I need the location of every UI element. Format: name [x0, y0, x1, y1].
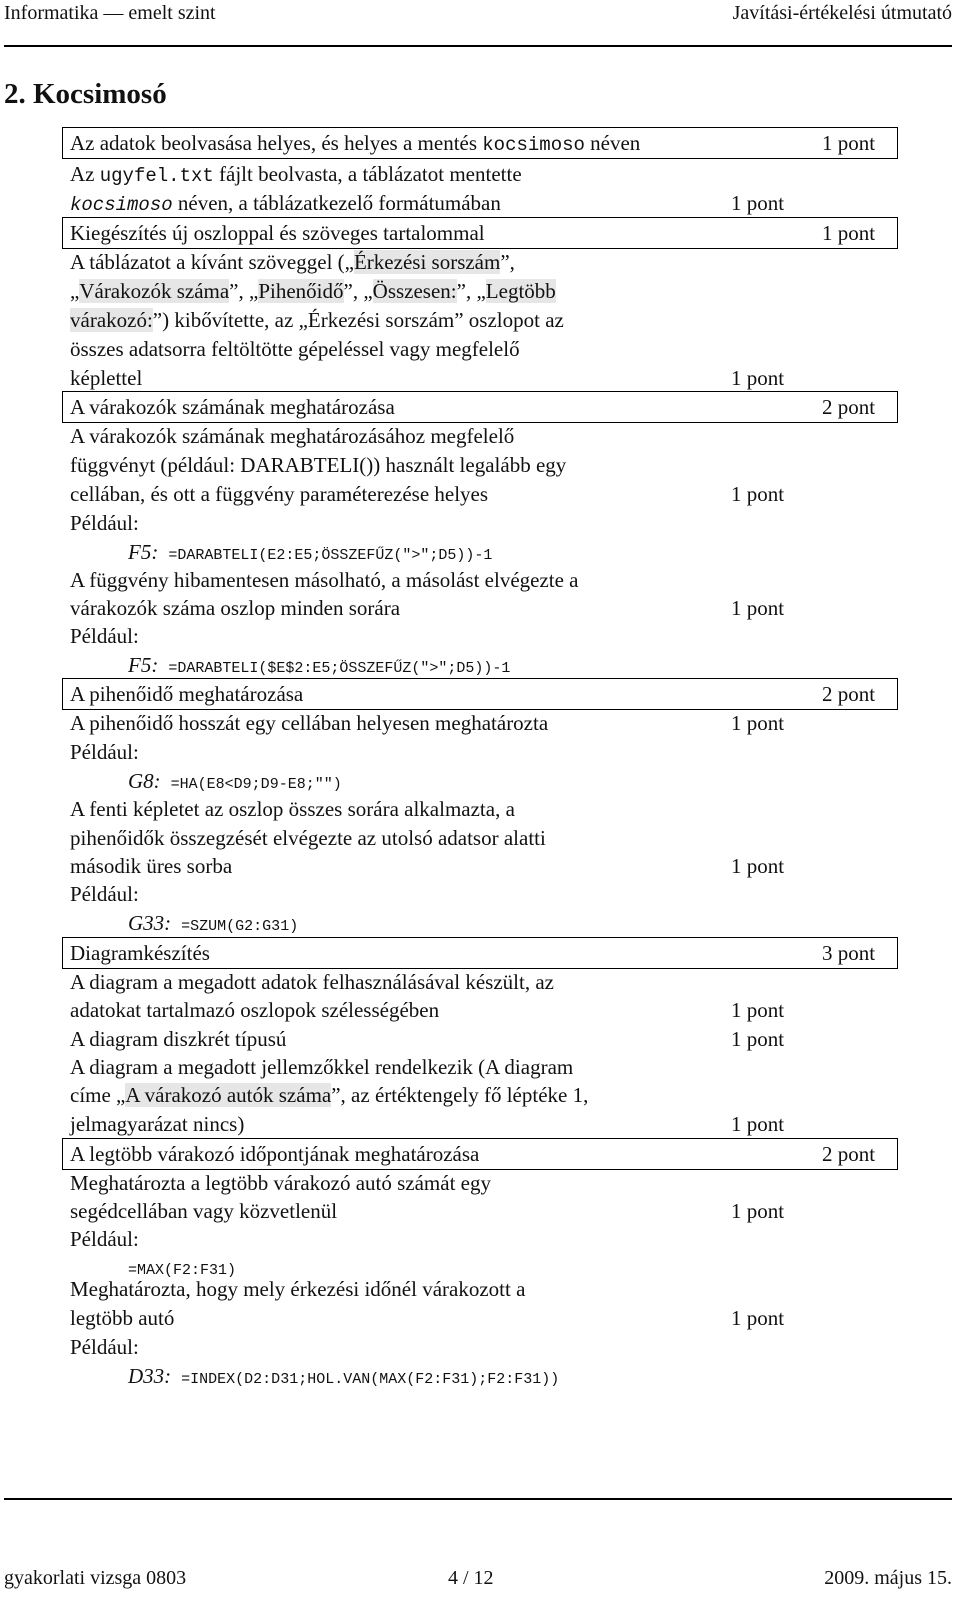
criterion-r9-line2: adatokat tartalmazó oszlopok szélességében: [70, 998, 440, 1022]
criterion-r5-line2: függvényt (például: DARABTELI()) használt legalább egy: [70, 453, 567, 477]
criterion-r11-line2: címe „A várakozó autók száma”, az értéktengely fő léptéke 1,: [70, 1083, 589, 1107]
points-r2: 1 pont: [731, 191, 785, 215]
criterion-r6-line1: A függvény hibamentesen másolható, a másolást elvégezte a: [70, 568, 579, 592]
points-r12: 1 pont: [731, 1199, 785, 1223]
criterion-r12-line2: segédcellában vagy közvetlenül: [70, 1199, 338, 1223]
criterion-r4-line5: képlettel: [70, 366, 143, 390]
example-label: Például:: [70, 1227, 139, 1251]
page-number: 4 / 12: [448, 1567, 494, 1589]
points-s3: 3 pont: [822, 941, 876, 965]
criterion-row-3: [62, 217, 898, 249]
criterion-r12-line1: Meghatározta a legtöbb várakozó autó számát egy: [70, 1171, 491, 1195]
points-r9: 1 pont: [731, 998, 785, 1022]
header-right: Javítási-értékelési útmutató: [732, 2, 952, 24]
criterion-r8-line1: A fenti képletet az oszlop összes sorára alkalmazta, a: [70, 797, 515, 821]
section-row-max: [62, 1138, 898, 1170]
criterion-r11-line1: A diagram a megadott jellemzőkkel rendelkezik (A diagram: [70, 1055, 574, 1079]
criterion-text: Az adatok beolvasása helyes, és helyes a mentés kocsimoso néven: [70, 131, 641, 156]
footer-date: 2009. május 15.: [824, 1567, 952, 1589]
points-s4: 2 pont: [822, 1142, 876, 1166]
points-r13: 1 pont: [731, 1306, 785, 1330]
criterion-row-1: [62, 127, 898, 159]
points-r8: 1 pont: [731, 854, 785, 878]
points-r3: 1 pont: [822, 221, 876, 245]
criterion-r6-line2: várakozók száma oszlop minden sorára: [70, 596, 401, 620]
criterion-r4-line3: várakozó:”) kibővítette, az „Érkezési sorszám” oszlopot az: [70, 308, 564, 332]
criterion-r8-line3: második üres sorba: [70, 854, 233, 878]
points-r7: 1 pont: [731, 711, 785, 735]
criterion-r9-line1: A diagram a megadott adatok felhasználásával készült, az: [70, 970, 554, 994]
example-label: Például:: [70, 1335, 139, 1359]
header-left: Informatika — emelt szint: [4, 2, 216, 24]
section-text: A pihenőidő meghatározása: [70, 682, 304, 706]
example-label: Például:: [70, 740, 139, 764]
example-formula: F5: =DARABTELI($E$2:E5;ÖSSZEFŰZ(">";D5))-1: [128, 653, 511, 677]
criterion-r13-line2: legtöbb autó: [70, 1306, 175, 1330]
example-formula: =MAX(F2:F31): [128, 1262, 237, 1279]
criterion-text: Kiegészítés új oszloppal és szöveges tartalommal: [70, 221, 485, 245]
example-formula: D33: =INDEX(D2:D31;HOL.VAN(MAX(F2:F31);F2:F31)): [128, 1364, 560, 1388]
criterion-r10: A diagram diszkrét típusú: [70, 1027, 287, 1051]
points-r6: 1 pont: [731, 596, 785, 620]
points-s2: 2 pont: [822, 682, 876, 706]
footer-left: gyakorlati vizsga 0803: [4, 1567, 187, 1589]
criterion-r5-line3: cellában, és ott a függvény paraméterezése helyes: [70, 482, 489, 506]
header-rule: [4, 45, 952, 47]
criterion-r4-line4: összes adatsorra feltöltötte gépeléssel vagy megfelelő: [70, 337, 520, 361]
points-r4: 1 pont: [731, 366, 785, 390]
criterion-r11-line3: jelmagyarázat nincs): [70, 1112, 245, 1136]
example-formula: G8: =HA(E8<D9;D9-E8;""): [128, 769, 342, 793]
example-formula: G33: =SZUM(G2:G31): [128, 911, 299, 935]
section-text: Diagramkészítés: [70, 941, 210, 965]
section-row-rest: [62, 678, 898, 710]
section-row-chart: [62, 937, 898, 969]
criterion-r8-line2: pihenőidők összegzését elvégezte az utolsó adatsor alatti: [70, 826, 546, 850]
criterion-r4-line2: „Várakozók száma”, „Pihenőidő”, „Összesen:”, „Legtöbb: [70, 279, 556, 303]
points-s1: 2 pont: [822, 395, 876, 419]
points-r11: 1 pont: [731, 1112, 785, 1136]
criterion-r2-line2: kocsimoso néven, a táblázatkezelő formátumában: [70, 191, 501, 216]
example-label: Például:: [70, 882, 139, 906]
example-formula: F5: =DARABTELI(E2:E5;ÖSSZEFŰZ(">";D5))-1: [128, 540, 493, 564]
section-text: A várakozók számának meghatározása: [70, 395, 395, 419]
section-row-waiting: [62, 391, 898, 423]
criterion-r13-line1: Meghatározta, hogy mely érkezési időnél várakozott a: [70, 1277, 526, 1301]
example-label: Például:: [70, 511, 139, 535]
criterion-r5-line1: A várakozók számának meghatározásához megfelelő: [70, 424, 515, 448]
points-r10: 1 pont: [731, 1027, 785, 1051]
criterion-r7-line1: A pihenőidő hosszát egy cellában helyesen meghatározta: [70, 711, 549, 735]
section-text: A legtöbb várakozó időpontjának meghatározása: [70, 1142, 480, 1166]
example-label: Például:: [70, 624, 139, 648]
points-r5: 1 pont: [731, 482, 785, 506]
criterion-r2-line1: Az ugyfel.txt fájlt beolvasta, a táblázatot mentette: [70, 162, 522, 187]
points-r1: 1 pont: [822, 131, 876, 155]
criterion-r4-line1: A táblázatot a kívánt szöveggel („Érkezési sorszám”,: [70, 250, 515, 274]
footer-rule: [4, 1498, 952, 1500]
section-title: 2. Kocsimosó: [4, 78, 167, 110]
